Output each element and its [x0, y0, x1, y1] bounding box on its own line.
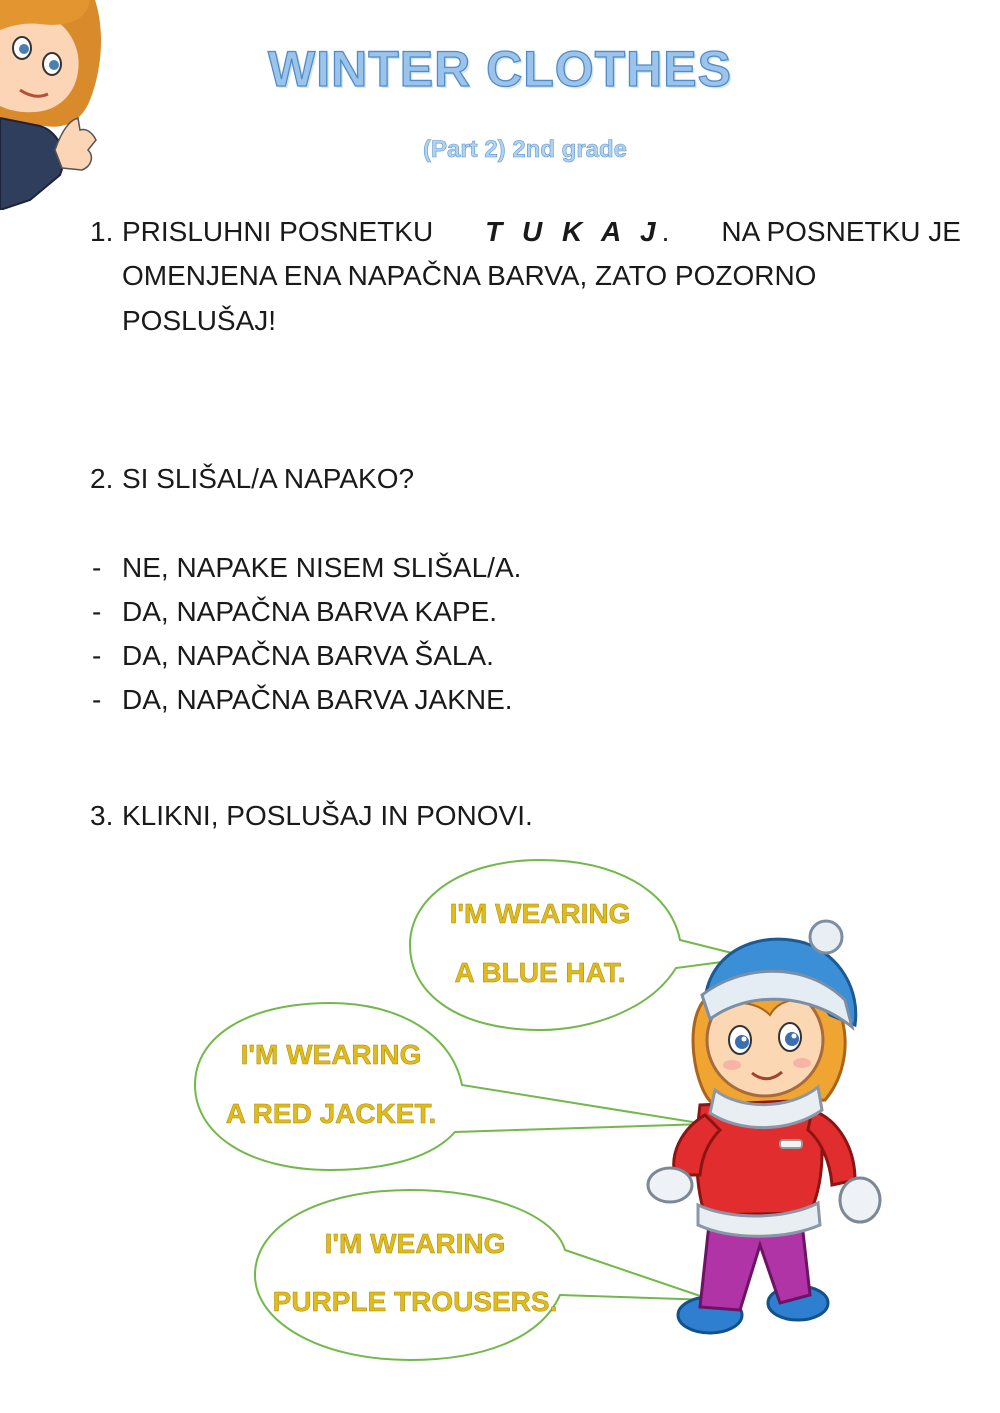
speech-bubble-2[interactable]: [195, 1003, 705, 1170]
option-bullet: -: [92, 596, 102, 627]
task-1-number: 1.: [90, 216, 114, 247]
bubble-2-line-2[interactable]: A RED JACKET.: [225, 1098, 437, 1129]
option-3[interactable]: DA, NAPAČNA BARVA ŠALA.: [122, 640, 494, 671]
task-3-number: 3.: [90, 800, 114, 831]
option-bullet: -: [92, 684, 102, 715]
bubble-1-line-1[interactable]: I'M WEARING: [449, 898, 631, 929]
page-title: WINTER CLOTHES: [268, 41, 732, 97]
option-bullet: -: [92, 640, 102, 671]
tukaj-link-label[interactable]: T U K A J: [485, 216, 662, 247]
task-1-text: PRISLUHNI POSNETKU: [122, 216, 434, 247]
option-bullet: -: [92, 552, 102, 583]
task-1-link-period: .: [661, 216, 670, 247]
option-1[interactable]: NE, NAPAKE NISEM SLIŠAL/A.: [122, 552, 522, 583]
task-3-text: KLIKNI, POSLUŠAJ IN PONOVI.: [122, 800, 533, 831]
task-1-text-after: NA POSNETKU JE: [721, 216, 961, 247]
option-4[interactable]: DA, NAPAČNA BARVA JAKNE.: [122, 684, 513, 715]
bubble-1-line-2[interactable]: A BLUE HAT.: [454, 957, 626, 988]
girl-winter-clothes-illustration: [640, 915, 900, 1345]
bubble-2-line-1[interactable]: I'M WEARING: [240, 1039, 422, 1070]
task-2-question: SI SLIŠAL/A NAPAKO?: [122, 463, 415, 494]
bubble-3-line-1[interactable]: I'M WEARING: [324, 1228, 506, 1259]
task-1-line-2: OMENJENA ENA NAPAČNA BARVA, ZATO POZORNO: [122, 260, 817, 291]
bubble-3-line-2[interactable]: PURPLE TROUSERS.: [272, 1286, 558, 1317]
task-1-line-3: POSLUŠAJ!: [122, 305, 277, 336]
page-subtitle: (Part 2) 2nd grade: [422, 136, 628, 163]
task-2-number: 2.: [90, 463, 114, 494]
option-2[interactable]: DA, NAPAČNA BARVA KAPE.: [122, 596, 498, 627]
